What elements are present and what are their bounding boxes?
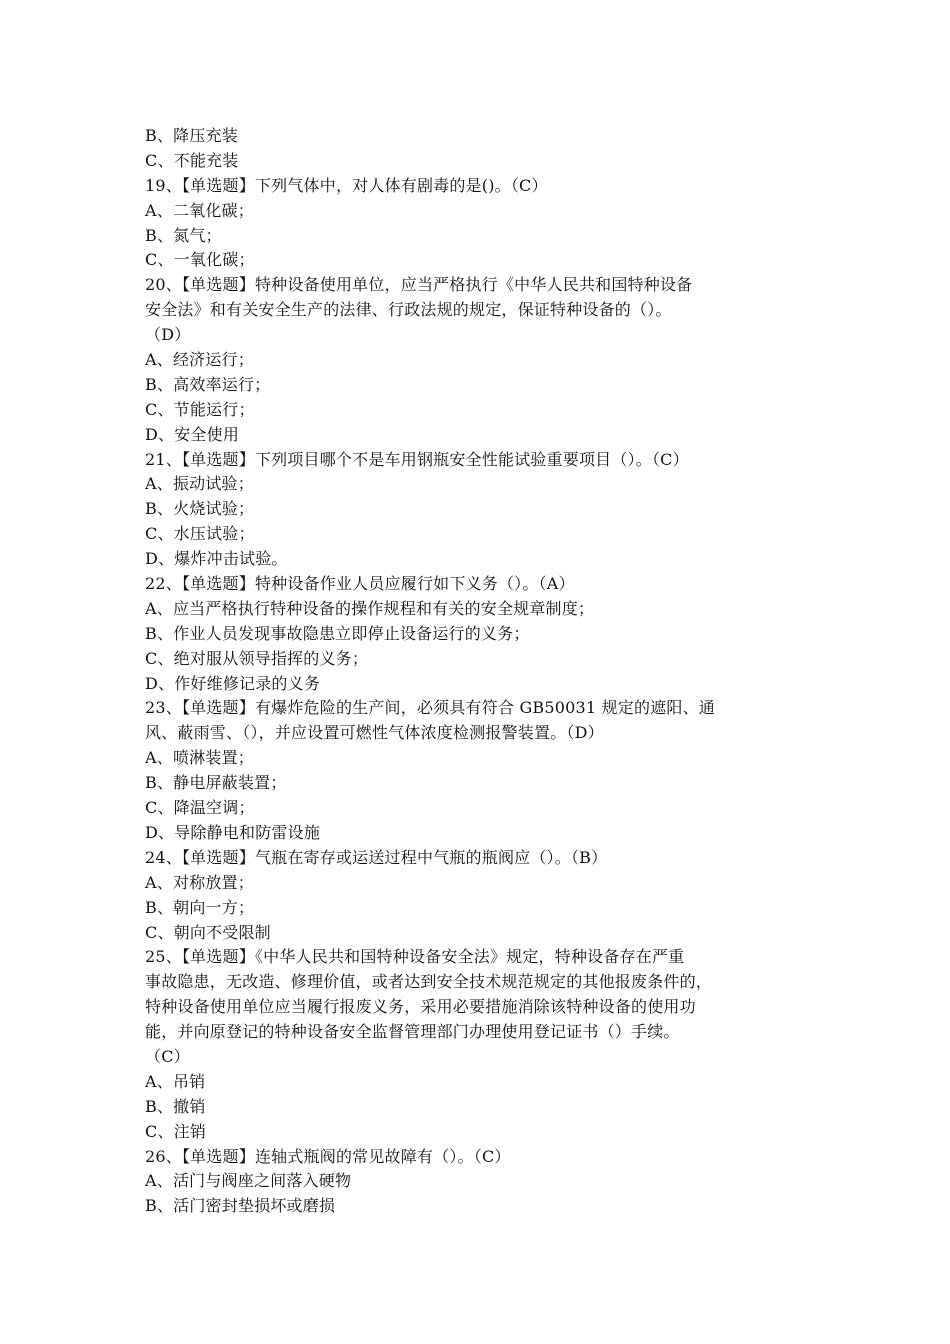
answer-option-line: D、导除静电和防雷设施 <box>145 822 321 842</box>
question-line: 22、【单选题】特种设备作业人员应履行如下义务（）。（A） <box>145 574 575 594</box>
question-line: 特种设备使用单位应当履行报废义务，采用必要措施消除该特种设备的使用功 <box>145 997 696 1017</box>
answer-option-line: D、安全使用 <box>145 424 240 444</box>
answer-option-line: A、吊销 <box>145 1071 206 1091</box>
answer-option-line: D、作好维修记录的义务 <box>145 673 321 693</box>
question-line: 21、【单选题】下列项目哪个不是车用钢瓶安全性能试验重要项目（）。（C） <box>145 449 689 469</box>
question-line: 风、蔽雨雪、（），并应设置可燃性气体浓度检测报警装置。（D） <box>145 723 604 743</box>
answer-option-line: C、朝向不受限制 <box>145 922 271 942</box>
answer-option-line: B、降压充装 <box>145 126 238 145</box>
question-line: 事故隐患，无改造、修理价值，或者达到安全技术规范规定的其他报废条件的， <box>145 972 713 992</box>
answer-option-line: B、撤销 <box>145 1096 206 1116</box>
answer-option-line: C、不能充装 <box>145 150 239 170</box>
answer-option-line: B、高效率运行； <box>145 374 271 394</box>
answer-option-line: B、作业人员发现事故隐患立即停止设备运行的义务； <box>145 623 530 643</box>
answer-option-line: A、喷淋装置； <box>145 748 254 768</box>
answer-option-line: C、节能运行； <box>145 399 255 419</box>
question-line: 25、【单选题】《中华人民共和国特种设备安全法》规定，特种设备存在严重 <box>145 947 685 967</box>
question-line: 能，并向原登记的特种设备安全监督管理部门办理使用登记证书（）手续。 <box>145 1022 680 1042</box>
question-line: 26、【单选题】连轴式瓶阀的常见故障有（）。（C） <box>145 1146 511 1166</box>
answer-option-line: B、朝向一方； <box>145 897 255 917</box>
question-line: （D） <box>145 325 191 345</box>
question-line: 安全法》和有关安全生产的法律、行政法规的规定，保证特种设备的（）。 <box>145 300 672 320</box>
question-line: 20、【单选题】特种设备使用单位，应当严格执行《中华人民共和国特种设备 <box>145 275 693 295</box>
answer-option-line: A、应当严格执行特种设备的操作规程和有关的安全规章制度； <box>145 598 595 618</box>
question-line: 19、【单选题】下列气体中，对人体有剧毒的是()。（C） <box>145 175 548 195</box>
document-body <box>145 124 815 1219</box>
answer-option-line: A、对称放置； <box>145 872 254 892</box>
answer-option-line: A、经济运行； <box>145 350 254 370</box>
answer-option-line: C、绝对服从领导指挥的义务； <box>145 648 369 668</box>
question-line: （C） <box>145 1046 190 1066</box>
answer-option-line: A、二氧化碳； <box>145 200 254 220</box>
answer-option-line: C、降温空调； <box>145 798 255 818</box>
answer-option-line: D、爆炸冲击试验。 <box>145 549 288 569</box>
answer-option-line: B、活门密封垫损坏或磨损 <box>145 1196 336 1216</box>
question-line: 23、【单选题】有爆炸危险的生产间，必须具有符合 GB50031 规定的遮阳、通 <box>145 698 715 718</box>
answer-option-line: A、振动试验； <box>145 474 254 494</box>
answer-option-line: B、静电屏蔽装置； <box>145 773 287 793</box>
answer-option-line: B、火烧试验； <box>145 499 255 519</box>
answer-option-line: B、氮气； <box>145 225 222 245</box>
answer-option-line: C、水压试验； <box>145 524 255 544</box>
answer-option-line: A、活门与阀座之间落入硬物 <box>145 1171 352 1191</box>
answer-option-line: C、注销 <box>145 1121 207 1141</box>
answer-option-line: C、一氧化碳； <box>145 250 255 270</box>
question-line: 24、【单选题】气瓶在寄存或运送过程中气瓶的瓶阀应（）。（B） <box>145 847 608 867</box>
